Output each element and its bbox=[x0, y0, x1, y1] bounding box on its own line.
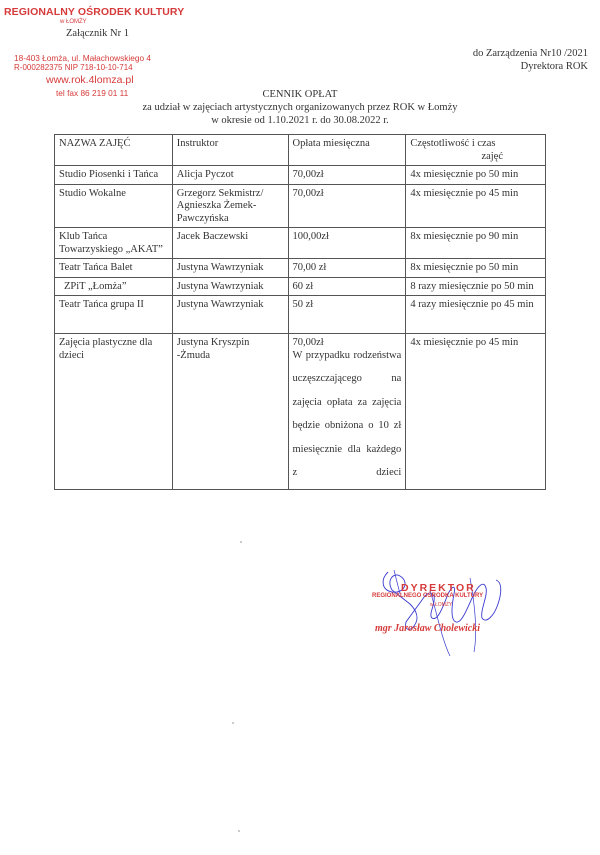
signature-city: w ŁOMŻY bbox=[430, 602, 453, 608]
cell-fee: 50 zł bbox=[288, 296, 406, 334]
stamp-phone: tel fax 86 219 01 11 bbox=[56, 88, 129, 98]
decree-line-2: Dyrektora ROK bbox=[520, 61, 588, 72]
signature-name: mgr Jarosław Cholewicki bbox=[375, 623, 481, 634]
cell-fee: 100,00zł bbox=[288, 228, 406, 259]
cell-name: ZPiT „Łomża” bbox=[55, 277, 173, 296]
stamp-city-small: w ŁOMŻY bbox=[60, 19, 87, 25]
cell-name: Klub Tańca Towarzyskiego „AKAT” bbox=[55, 228, 173, 259]
cell-frequency: 4x miesięcznie po 45 min bbox=[406, 334, 546, 490]
cell-name: Zajęcia plastyczne dla dzieci bbox=[55, 334, 173, 490]
cell-frequency: 4x miesięcznie po 45 min bbox=[406, 184, 546, 228]
cell-frequency: 4x miesięcznie po 50 min bbox=[406, 166, 546, 185]
title-period: w okresie od 1.10.2021 r. do 30.08.2022 r. bbox=[211, 115, 389, 126]
header-name: NAZWA ZAJĘĆ bbox=[55, 135, 173, 166]
header-frequency bbox=[406, 135, 546, 166]
cell-name: Studio Piosenki i Tańca bbox=[55, 166, 173, 185]
cell-fee: 70,00zł bbox=[288, 184, 406, 228]
cell-instructor: Jacek Baczewski bbox=[172, 228, 288, 259]
price-table bbox=[54, 134, 546, 490]
stamp-org-name: REGIONALNY OŚRODEK KULTURY bbox=[4, 6, 185, 18]
cell-fee-note: W przypadku rodzeństwa uczęszczającego na zajęcia opłata za zajęcia będzie obniżona o 10 zł miesięcznie dla każdego z dzieci bbox=[292, 349, 402, 478]
header-instructor: Instruktor bbox=[172, 135, 288, 166]
signature-scribble-icon bbox=[370, 560, 520, 670]
decree-reference bbox=[473, 47, 588, 73]
table-header-row bbox=[55, 135, 546, 166]
table-row bbox=[55, 166, 546, 185]
header-fee: Opłata miesięczna bbox=[288, 135, 406, 166]
cell-fee: 60 zł bbox=[288, 277, 406, 296]
signature-title: DYREKTOR bbox=[401, 582, 476, 594]
cell-frequency: 8x miesięcznie po 90 min bbox=[406, 228, 546, 259]
cell-fee: 70,00zł bbox=[288, 166, 406, 185]
cell-instructor: Grzegorz Sekmistrz/ Agnieszka Żemek-Pawczyńska bbox=[172, 184, 288, 228]
cell-frequency: 8 razy miesięcznie po 50 min bbox=[406, 277, 546, 296]
table-row bbox=[55, 296, 546, 334]
decree-line-1: do Zarządzenia Nr10 /2021 bbox=[472, 48, 588, 59]
scan-dot bbox=[232, 722, 234, 724]
cell-instructor: Justyna Wawrzyniak bbox=[172, 277, 288, 296]
header-frequency-line-1: Częstotliwość i czas bbox=[410, 138, 496, 149]
cell-fee: 70,00 zł bbox=[288, 259, 406, 278]
cell-fee-amount: 70,00zł bbox=[292, 337, 324, 348]
attachment-label: Załącznik Nr 1 bbox=[66, 28, 129, 39]
header-frequency-line-2: zajęć bbox=[481, 150, 503, 162]
stamp-address: 18-403 Łomża, ul. Małachowskiego 4 bbox=[14, 53, 151, 63]
cell-instructor: Justyna Wawrzyniak bbox=[172, 296, 288, 334]
cell-instructor: Alicja Pyczot bbox=[172, 166, 288, 185]
scan-dot bbox=[238, 830, 240, 832]
table-row bbox=[55, 184, 546, 228]
cell-frequency: 4 razy miesięcznie po 45 min bbox=[406, 296, 546, 334]
cell-name: Studio Wokalne bbox=[55, 184, 173, 228]
title-heading: CENNIK OPŁAT bbox=[262, 89, 338, 100]
cell-instructor: Justyna Kryszpin -Żmuda bbox=[172, 334, 288, 490]
cell-instructor: Justyna Wawrzyniak bbox=[172, 259, 288, 278]
scan-dot bbox=[240, 541, 242, 543]
table-row bbox=[55, 334, 546, 490]
cell-name: Teatr Tańca grupa II bbox=[55, 296, 173, 334]
table-row bbox=[55, 259, 546, 278]
stamp-regon-nip: R-000282375 NIP 718-10-10-714 bbox=[14, 63, 133, 72]
table-row bbox=[55, 277, 546, 296]
stamp-website: www.rok.4lomza.pl bbox=[46, 74, 134, 86]
table-row bbox=[55, 228, 546, 259]
cell-frequency: 8x miesięcznie po 50 min bbox=[406, 259, 546, 278]
director-signature bbox=[370, 560, 520, 670]
title-subtitle: za udział w zajęciach artystycznych organizowanych przez ROK w Łomży bbox=[142, 102, 458, 113]
signature-org: REGIONALNEGO OŚRODKA KULTURY bbox=[372, 593, 484, 599]
cell-name: Teatr Tańca Balet bbox=[55, 259, 173, 278]
cell-fee bbox=[288, 334, 406, 490]
document-title bbox=[0, 88, 600, 127]
